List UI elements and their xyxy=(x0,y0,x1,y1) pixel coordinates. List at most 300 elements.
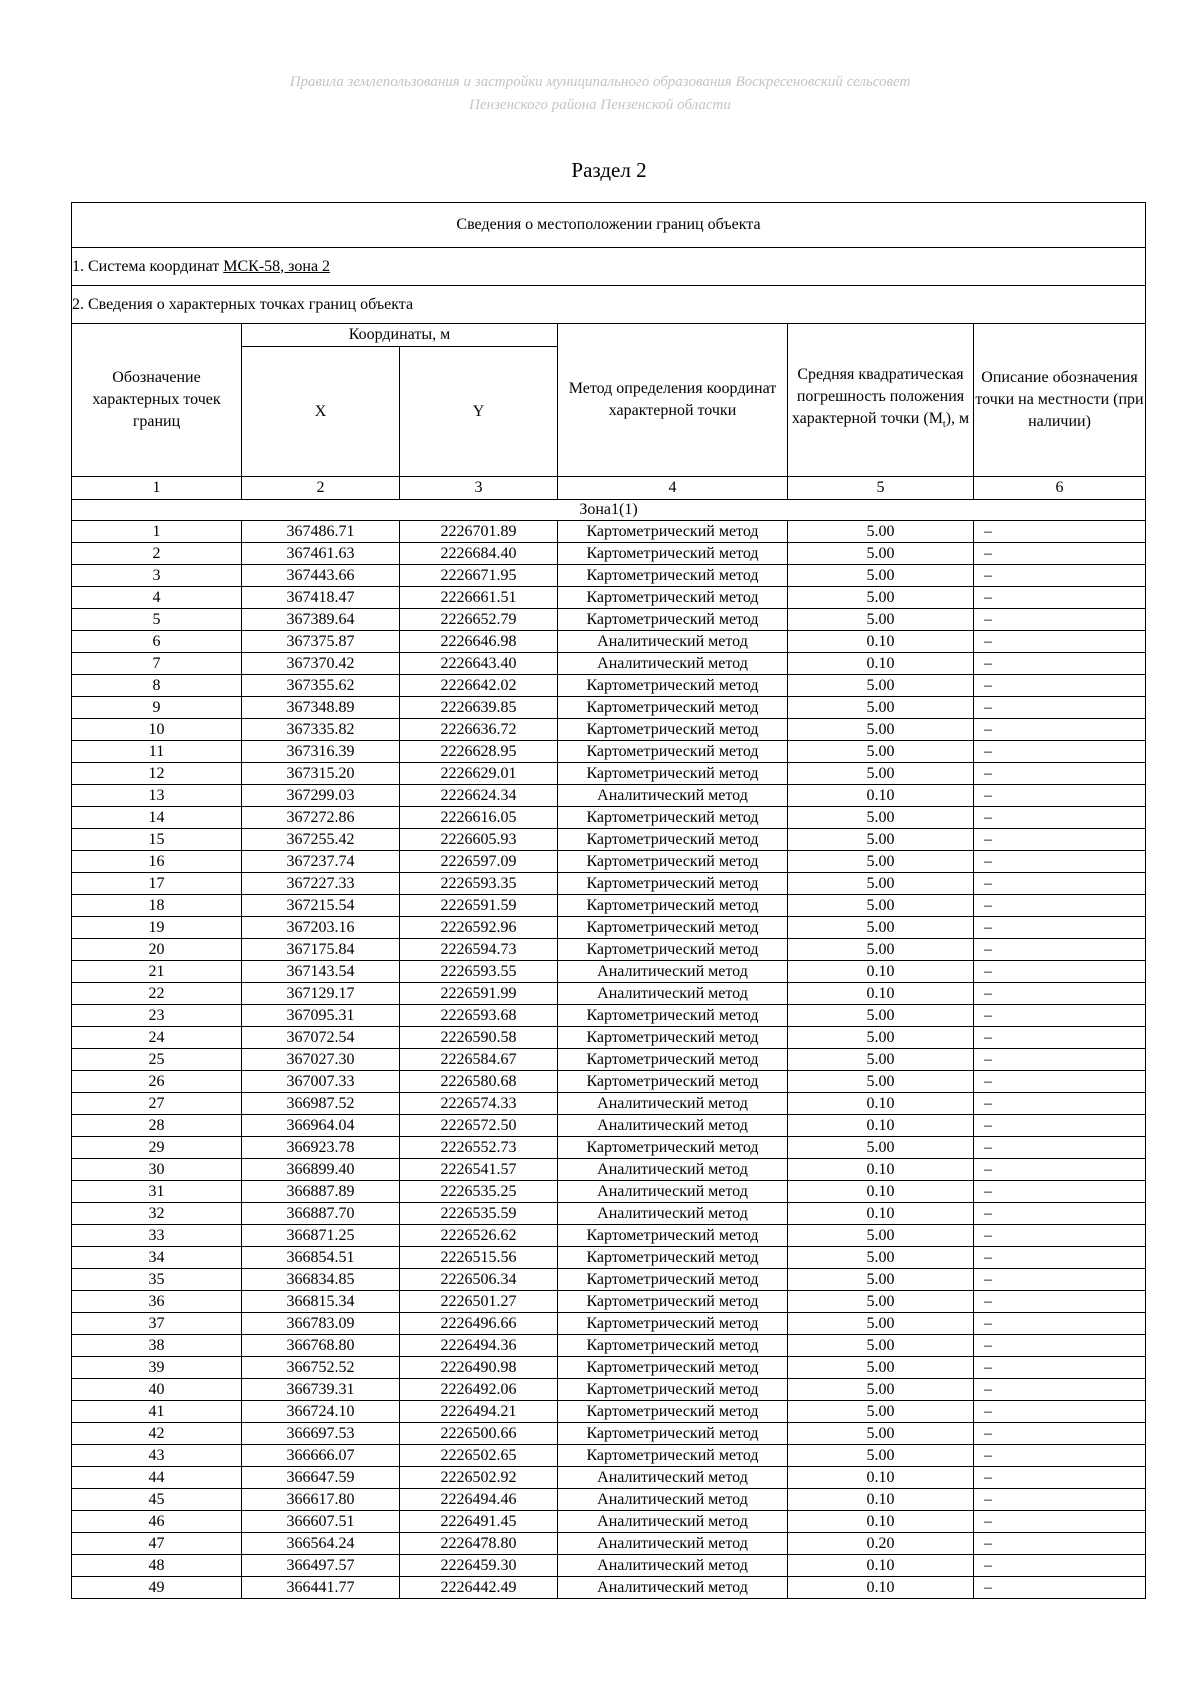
x-cell: 367315.20 xyxy=(242,763,400,785)
x-cell: 367227.33 xyxy=(242,873,400,895)
table-row xyxy=(72,653,1146,675)
method-cell: Аналитический метод xyxy=(558,785,788,807)
table-row xyxy=(72,1005,1146,1027)
description-cell: – xyxy=(974,521,1146,543)
error-cell: 5.00 xyxy=(788,1423,974,1445)
header-description: Описание обозначения точки на местности (при наличии) xyxy=(974,324,1146,477)
table-row xyxy=(72,1489,1146,1511)
y-cell: 2226684.40 xyxy=(400,543,558,565)
description-cell: – xyxy=(974,587,1146,609)
error-cell: 5.00 xyxy=(788,1291,974,1313)
method-cell: Картометрический метод xyxy=(558,1445,788,1467)
point-number-cell: 17 xyxy=(72,873,242,895)
point-number-cell: 6 xyxy=(72,631,242,653)
error-cell: 5.00 xyxy=(788,1071,974,1093)
error-cell: 0.10 xyxy=(788,1467,974,1489)
error-cell: 0.10 xyxy=(788,1115,974,1137)
table-row xyxy=(72,1049,1146,1071)
description-cell: – xyxy=(974,1313,1146,1335)
x-cell: 366887.70 xyxy=(242,1203,400,1225)
error-cell: 5.00 xyxy=(788,1049,974,1071)
method-cell: Аналитический метод xyxy=(558,1467,788,1489)
y-cell: 2226526.62 xyxy=(400,1225,558,1247)
method-cell: Картометрический метод xyxy=(558,873,788,895)
y-cell: 2226491.45 xyxy=(400,1511,558,1533)
point-number-cell: 29 xyxy=(72,1137,242,1159)
point-number-cell: 35 xyxy=(72,1269,242,1291)
method-cell: Картометрический метод xyxy=(558,1269,788,1291)
method-cell: Картометрический метод xyxy=(558,675,788,697)
point-number-cell: 7 xyxy=(72,653,242,675)
table-row xyxy=(72,1181,1146,1203)
description-cell: – xyxy=(974,653,1146,675)
method-cell: Картометрический метод xyxy=(558,1071,788,1093)
table-row xyxy=(72,1357,1146,1379)
header-error-tail: ), м xyxy=(945,409,970,427)
point-number-cell: 22 xyxy=(72,983,242,1005)
description-cell: – xyxy=(974,1027,1146,1049)
y-cell: 2226594.73 xyxy=(400,939,558,961)
y-cell: 2226616.05 xyxy=(400,807,558,829)
y-cell: 2226535.59 xyxy=(400,1203,558,1225)
x-cell: 367007.33 xyxy=(242,1071,400,1093)
method-cell: Картометрический метод xyxy=(558,829,788,851)
description-cell: – xyxy=(974,785,1146,807)
y-cell: 2226442.49 xyxy=(400,1577,558,1599)
point-number-cell: 36 xyxy=(72,1291,242,1313)
zone-row xyxy=(72,500,1146,521)
y-cell: 2226478.80 xyxy=(400,1533,558,1555)
x-cell: 367348.89 xyxy=(242,697,400,719)
error-cell: 5.00 xyxy=(788,675,974,697)
x-cell: 366647.59 xyxy=(242,1467,400,1489)
table-row xyxy=(72,1379,1146,1401)
method-cell: Картометрический метод xyxy=(558,565,788,587)
table-row xyxy=(72,763,1146,785)
description-cell: – xyxy=(974,1555,1146,1577)
point-number-cell: 48 xyxy=(72,1555,242,1577)
error-cell: 5.00 xyxy=(788,807,974,829)
method-cell: Картометрический метод xyxy=(558,895,788,917)
y-cell: 2226515.56 xyxy=(400,1247,558,1269)
error-cell: 5.00 xyxy=(788,587,974,609)
point-number-cell: 44 xyxy=(72,1467,242,1489)
table-row xyxy=(72,631,1146,653)
point-number-cell: 19 xyxy=(72,917,242,939)
y-cell: 2226701.89 xyxy=(400,521,558,543)
error-cell: 0.10 xyxy=(788,1181,974,1203)
column-number: 2 xyxy=(242,477,400,500)
method-cell: Аналитический метод xyxy=(558,1511,788,1533)
x-cell: 367095.31 xyxy=(242,1005,400,1027)
error-cell: 0.10 xyxy=(788,1577,974,1599)
point-number-cell: 14 xyxy=(72,807,242,829)
error-cell: 5.00 xyxy=(788,565,974,587)
error-cell: 0.10 xyxy=(788,1511,974,1533)
point-number-cell: 46 xyxy=(72,1511,242,1533)
y-cell: 2226671.95 xyxy=(400,565,558,587)
description-cell: – xyxy=(974,1247,1146,1269)
x-cell: 366752.52 xyxy=(242,1357,400,1379)
table-row xyxy=(72,1555,1146,1577)
method-cell: Картометрический метод xyxy=(558,1225,788,1247)
point-number-cell: 8 xyxy=(72,675,242,697)
y-cell: 2226605.93 xyxy=(400,829,558,851)
description-cell: – xyxy=(974,895,1146,917)
description-cell: – xyxy=(974,1489,1146,1511)
y-cell: 2226597.09 xyxy=(400,851,558,873)
table-row xyxy=(72,1159,1146,1181)
point-number-cell: 38 xyxy=(72,1335,242,1357)
x-cell: 366617.80 xyxy=(242,1489,400,1511)
point-number-cell: 15 xyxy=(72,829,242,851)
table-row xyxy=(72,1203,1146,1225)
table-row xyxy=(72,1401,1146,1423)
x-cell: 367370.42 xyxy=(242,653,400,675)
point-number-cell: 23 xyxy=(72,1005,242,1027)
table-row xyxy=(72,939,1146,961)
column-number: 3 xyxy=(400,477,558,500)
header-error-sub: t xyxy=(942,419,946,431)
description-cell: – xyxy=(974,983,1146,1005)
y-cell: 2226506.34 xyxy=(400,1269,558,1291)
error-cell: 5.00 xyxy=(788,1379,974,1401)
description-cell: – xyxy=(974,829,1146,851)
description-cell: – xyxy=(974,917,1146,939)
table-row xyxy=(72,1093,1146,1115)
x-cell: 367237.74 xyxy=(242,851,400,873)
table-row xyxy=(72,1335,1146,1357)
error-cell: 0.10 xyxy=(788,1489,974,1511)
method-cell: Картометрический метод xyxy=(558,1357,788,1379)
description-cell: – xyxy=(974,609,1146,631)
point-number-cell: 32 xyxy=(72,1203,242,1225)
error-cell: 0.10 xyxy=(788,653,974,675)
y-cell: 2226580.68 xyxy=(400,1071,558,1093)
point-number-cell: 20 xyxy=(72,939,242,961)
point-number-cell: 12 xyxy=(72,763,242,785)
error-cell: 5.00 xyxy=(788,1313,974,1335)
y-cell: 2226591.59 xyxy=(400,895,558,917)
x-cell: 366964.04 xyxy=(242,1115,400,1137)
y-cell: 2226643.40 xyxy=(400,653,558,675)
x-cell: 367027.30 xyxy=(242,1049,400,1071)
point-number-cell: 37 xyxy=(72,1313,242,1335)
table-row xyxy=(72,983,1146,1005)
error-cell: 5.00 xyxy=(788,1247,974,1269)
table-banner-row xyxy=(72,203,1146,248)
y-cell: 2226502.92 xyxy=(400,1467,558,1489)
header-y: Y xyxy=(400,347,558,477)
error-cell: 0.10 xyxy=(788,961,974,983)
table-row xyxy=(72,873,1146,895)
method-cell: Картометрический метод xyxy=(558,807,788,829)
error-cell: 5.00 xyxy=(788,1137,974,1159)
point-number-cell: 1 xyxy=(72,521,242,543)
error-cell: 5.00 xyxy=(788,1005,974,1027)
error-cell: 0.10 xyxy=(788,1203,974,1225)
column-number: 4 xyxy=(558,477,788,500)
table-row xyxy=(72,1511,1146,1533)
header-row-top xyxy=(72,324,1146,347)
table-row xyxy=(72,719,1146,741)
x-cell: 367175.84 xyxy=(242,939,400,961)
table-row xyxy=(72,521,1146,543)
point-number-cell: 21 xyxy=(72,961,242,983)
error-cell: 5.00 xyxy=(788,917,974,939)
table-row xyxy=(72,675,1146,697)
method-cell: Аналитический метод xyxy=(558,653,788,675)
point-number-cell: 47 xyxy=(72,1533,242,1555)
error-cell: 0.10 xyxy=(788,1159,974,1181)
description-cell: – xyxy=(974,763,1146,785)
description-cell: – xyxy=(974,543,1146,565)
point-number-cell: 2 xyxy=(72,543,242,565)
y-cell: 2226574.33 xyxy=(400,1093,558,1115)
description-cell: – xyxy=(974,1137,1146,1159)
y-cell: 2226591.99 xyxy=(400,983,558,1005)
coord-system-row xyxy=(72,248,1146,286)
points-info-row xyxy=(72,286,1146,324)
point-number-cell: 49 xyxy=(72,1577,242,1599)
error-cell: 0.20 xyxy=(788,1533,974,1555)
point-number-cell: 42 xyxy=(72,1423,242,1445)
description-cell: – xyxy=(974,1533,1146,1555)
method-cell: Картометрический метод xyxy=(558,741,788,763)
y-cell: 2226494.46 xyxy=(400,1489,558,1511)
x-cell: 367335.82 xyxy=(242,719,400,741)
point-number-cell: 41 xyxy=(72,1401,242,1423)
point-number-cell: 3 xyxy=(72,565,242,587)
table-row xyxy=(72,1423,1146,1445)
x-cell: 367072.54 xyxy=(242,1027,400,1049)
table-row xyxy=(72,785,1146,807)
x-cell: 367389.64 xyxy=(242,609,400,631)
method-cell: Картометрический метод xyxy=(558,763,788,785)
method-cell: Картометрический метод xyxy=(558,1247,788,1269)
point-number-cell: 34 xyxy=(72,1247,242,1269)
x-cell: 367129.17 xyxy=(242,983,400,1005)
table-row xyxy=(72,1577,1146,1599)
point-number-cell: 45 xyxy=(72,1489,242,1511)
description-cell: – xyxy=(974,1203,1146,1225)
x-cell: 367375.87 xyxy=(242,631,400,653)
method-cell: Картометрический метод xyxy=(558,543,788,565)
error-cell: 5.00 xyxy=(788,851,974,873)
table-row xyxy=(72,961,1146,983)
x-cell: 367203.16 xyxy=(242,917,400,939)
description-cell: – xyxy=(974,961,1146,983)
method-cell: Картометрический метод xyxy=(558,1005,788,1027)
error-cell: 5.00 xyxy=(788,1401,974,1423)
x-cell: 367461.63 xyxy=(242,543,400,565)
description-cell: – xyxy=(974,565,1146,587)
point-number-cell: 25 xyxy=(72,1049,242,1071)
header-x: X xyxy=(242,347,400,477)
error-cell: 5.00 xyxy=(788,1445,974,1467)
table-row xyxy=(72,1313,1146,1335)
y-cell: 2226593.35 xyxy=(400,873,558,895)
method-cell: Аналитический метод xyxy=(558,1181,788,1203)
description-cell: – xyxy=(974,697,1146,719)
method-cell: Картометрический метод xyxy=(558,587,788,609)
coord-system-label: 1. Система координат xyxy=(72,257,220,275)
point-number-cell: 16 xyxy=(72,851,242,873)
error-cell: 5.00 xyxy=(788,521,974,543)
table-row xyxy=(72,1533,1146,1555)
description-cell: – xyxy=(974,719,1146,741)
error-cell: 5.00 xyxy=(788,1269,974,1291)
error-cell: 0.10 xyxy=(788,983,974,1005)
method-cell: Аналитический метод xyxy=(558,631,788,653)
y-cell: 2226552.73 xyxy=(400,1137,558,1159)
point-number-cell: 33 xyxy=(72,1225,242,1247)
point-number-cell: 10 xyxy=(72,719,242,741)
error-cell: 5.00 xyxy=(788,1357,974,1379)
y-cell: 2226624.34 xyxy=(400,785,558,807)
point-number-cell: 27 xyxy=(72,1093,242,1115)
point-number-cell: 18 xyxy=(72,895,242,917)
table-body xyxy=(72,521,1146,1599)
error-cell: 5.00 xyxy=(788,609,974,631)
error-cell: 5.00 xyxy=(788,1027,974,1049)
table-row xyxy=(72,1027,1146,1049)
description-cell: – xyxy=(974,1357,1146,1379)
x-cell: 366923.78 xyxy=(242,1137,400,1159)
y-cell: 2226501.27 xyxy=(400,1291,558,1313)
error-cell: 5.00 xyxy=(788,697,974,719)
table-row xyxy=(72,1445,1146,1467)
x-cell: 367255.42 xyxy=(242,829,400,851)
y-cell: 2226496.66 xyxy=(400,1313,558,1335)
point-number-cell: 11 xyxy=(72,741,242,763)
point-number-cell: 13 xyxy=(72,785,242,807)
method-cell: Аналитический метод xyxy=(558,1159,788,1181)
description-cell: – xyxy=(974,741,1146,763)
description-cell: – xyxy=(974,807,1146,829)
method-cell: Картометрический метод xyxy=(558,1379,788,1401)
y-cell: 2226502.65 xyxy=(400,1445,558,1467)
y-cell: 2226541.57 xyxy=(400,1159,558,1181)
y-cell: 2226652.79 xyxy=(400,609,558,631)
x-cell: 366854.51 xyxy=(242,1247,400,1269)
table-row xyxy=(72,1247,1146,1269)
running-header-line1: Правила землепользования и застройки муниципального образования Воскресеновский сельсовет xyxy=(289,74,911,90)
method-cell: Картометрический метод xyxy=(558,851,788,873)
zone-label: Зона1(1) xyxy=(72,500,1146,521)
x-cell: 366739.31 xyxy=(242,1379,400,1401)
x-cell: 366887.89 xyxy=(242,1181,400,1203)
running-header-line2: Пензенского района Пензенской области xyxy=(469,97,731,113)
header-error-main: Средняя квадратическая погрешность положения характерной точки (M xyxy=(791,365,965,427)
description-cell: – xyxy=(974,1423,1146,1445)
header-point-designation: Обозначение характерных точек границ xyxy=(72,324,242,477)
point-number-cell: 5 xyxy=(72,609,242,631)
method-cell: Картометрический метод xyxy=(558,1137,788,1159)
description-cell: – xyxy=(974,1467,1146,1489)
error-cell: 5.00 xyxy=(788,741,974,763)
coordinates-table xyxy=(71,202,1146,1599)
point-number-cell: 39 xyxy=(72,1357,242,1379)
description-cell: – xyxy=(974,631,1146,653)
table-row xyxy=(72,829,1146,851)
point-number-cell: 4 xyxy=(72,587,242,609)
y-cell: 2226592.96 xyxy=(400,917,558,939)
x-cell: 366724.10 xyxy=(242,1401,400,1423)
method-cell: Картометрический метод xyxy=(558,939,788,961)
y-cell: 2226629.01 xyxy=(400,763,558,785)
description-cell: – xyxy=(974,1335,1146,1357)
description-cell: – xyxy=(974,1005,1146,1027)
y-cell: 2226593.68 xyxy=(400,1005,558,1027)
description-cell: – xyxy=(974,1225,1146,1247)
x-cell: 367418.47 xyxy=(242,587,400,609)
description-cell: – xyxy=(974,1115,1146,1137)
x-cell: 366783.09 xyxy=(242,1313,400,1335)
point-number-cell: 30 xyxy=(72,1159,242,1181)
x-cell: 367316.39 xyxy=(242,741,400,763)
description-cell: – xyxy=(974,873,1146,895)
x-cell: 366871.25 xyxy=(242,1225,400,1247)
table-row xyxy=(72,917,1146,939)
x-cell: 366834.85 xyxy=(242,1269,400,1291)
table-banner: Сведения о местоположении границ объекта xyxy=(72,203,1146,248)
table-row xyxy=(72,1225,1146,1247)
method-cell: Картометрический метод xyxy=(558,1423,788,1445)
section-title: Раздел 2 xyxy=(571,158,647,182)
error-cell: 5.00 xyxy=(788,895,974,917)
x-cell: 366899.40 xyxy=(242,1159,400,1181)
x-cell: 367355.62 xyxy=(242,675,400,697)
error-cell: 5.00 xyxy=(788,873,974,895)
point-number-cell: 28 xyxy=(72,1115,242,1137)
description-cell: – xyxy=(974,1577,1146,1599)
method-cell: Картометрический метод xyxy=(558,719,788,741)
description-cell: – xyxy=(974,1511,1146,1533)
x-cell: 367486.71 xyxy=(242,521,400,543)
y-cell: 2226584.67 xyxy=(400,1049,558,1071)
description-cell: – xyxy=(974,1159,1146,1181)
table-row xyxy=(72,1467,1146,1489)
method-cell: Картометрический метод xyxy=(558,1401,788,1423)
y-cell: 2226593.55 xyxy=(400,961,558,983)
method-cell: Аналитический метод xyxy=(558,1203,788,1225)
column-number: 5 xyxy=(788,477,974,500)
running-header xyxy=(0,71,1200,117)
method-cell: Аналитический метод xyxy=(558,983,788,1005)
x-cell: 366497.57 xyxy=(242,1555,400,1577)
description-cell: – xyxy=(974,1093,1146,1115)
y-cell: 2226494.36 xyxy=(400,1335,558,1357)
method-cell: Картометрический метод xyxy=(558,1049,788,1071)
point-number-cell: 24 xyxy=(72,1027,242,1049)
method-cell: Аналитический метод xyxy=(558,1533,788,1555)
method-cell: Картометрический метод xyxy=(558,609,788,631)
header-method: Метод определения координат характерной точки xyxy=(558,324,788,477)
y-cell: 2226500.66 xyxy=(400,1423,558,1445)
y-cell: 2226642.02 xyxy=(400,675,558,697)
description-cell: – xyxy=(974,1445,1146,1467)
description-cell: – xyxy=(974,1379,1146,1401)
x-cell: 366666.07 xyxy=(242,1445,400,1467)
table-row xyxy=(72,1071,1146,1093)
method-cell: Аналитический метод xyxy=(558,1489,788,1511)
x-cell: 366697.53 xyxy=(242,1423,400,1445)
point-number-cell: 43 xyxy=(72,1445,242,1467)
column-number: 1 xyxy=(72,477,242,500)
x-cell: 366768.80 xyxy=(242,1335,400,1357)
y-cell: 2226535.25 xyxy=(400,1181,558,1203)
